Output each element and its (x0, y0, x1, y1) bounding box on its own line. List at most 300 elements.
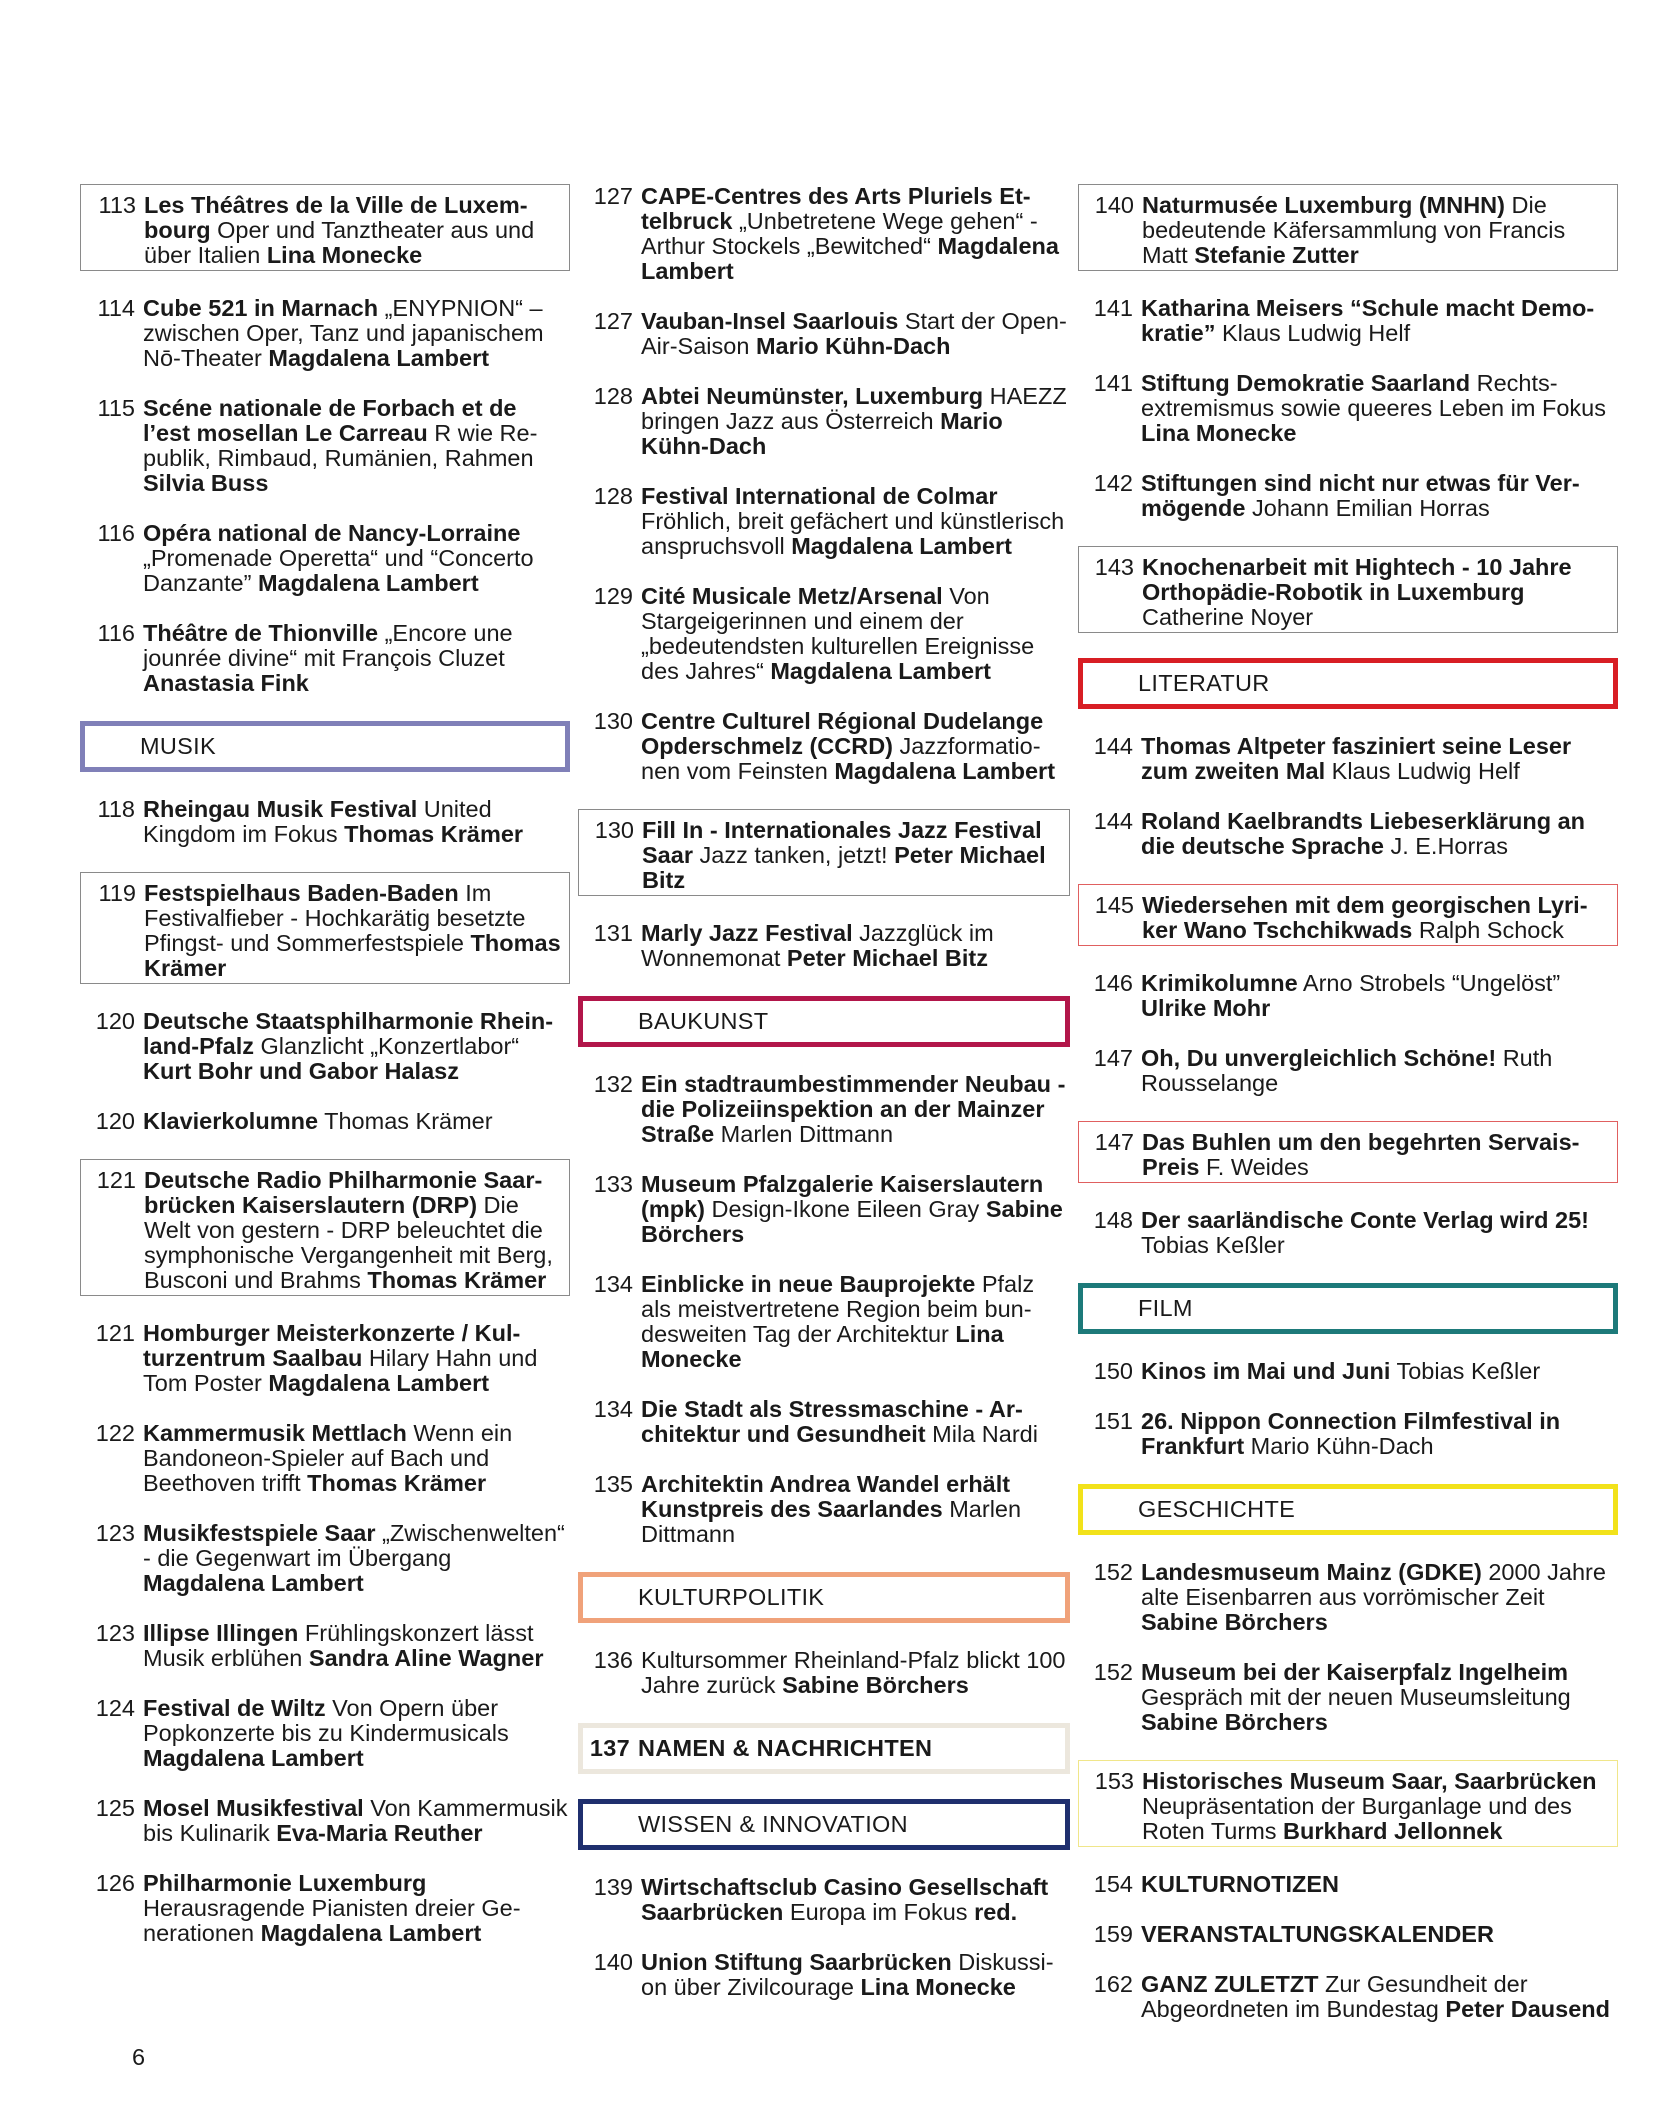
entry-text-regular: Ruth Rousselange (1141, 1045, 1553, 1096)
toc-entry[interactable] (80, 1871, 570, 1946)
toc-entry[interactable] (578, 1172, 1070, 1247)
entry-text-regular: „ENYPNION“ – zwischen Oper, Tanz und japanischem Nō-Theater (143, 295, 544, 371)
entry-title-bold: Stiftungen sind nicht nur etwas für Vermögende (1141, 470, 1580, 521)
entry-text (143, 296, 570, 371)
toc-entry[interactable] (80, 1009, 570, 1084)
entry-title-bold: Opéra national de Nancy-Lorraine (143, 520, 521, 546)
entry-text (641, 709, 1070, 784)
toc-entry[interactable] (1078, 1560, 1618, 1635)
toc-entry[interactable] (80, 184, 570, 271)
toc-entry[interactable] (1078, 1760, 1618, 1847)
entry-text (144, 193, 565, 268)
page-ref: 118 (97, 796, 135, 822)
entry-title-bold: Ulrike Mohr (1141, 995, 1271, 1021)
entry-text-regular: HAEZZ bringen Jazz aus Österreich (641, 383, 1067, 434)
entry-text-regular: Europa im Fokus (783, 1899, 975, 1925)
toc-entry[interactable] (578, 1397, 1070, 1447)
entry-title-bold: Théâtre de Thionville (143, 620, 379, 646)
entry-text (1141, 1660, 1618, 1735)
page-ref: 113 (98, 192, 136, 218)
entry-text (641, 1272, 1070, 1372)
entry-text (641, 921, 1070, 971)
entry-title-bold: Union Stiftung Saarbrücken (641, 1949, 952, 1975)
page-ref: 133 (593, 1171, 633, 1197)
toc-entry[interactable] (80, 1109, 570, 1134)
page-ref: 128 (593, 383, 633, 409)
toc-entry[interactable] (578, 584, 1070, 684)
entry-title-bold: Illipse Illingen (143, 1620, 299, 1646)
entry-title-bold: Deutsche Radio Philharmonie Saarbrücken Kaiserslautern (DRP) (144, 1167, 543, 1218)
page-ref: 162 (1093, 1971, 1133, 1997)
entry-text (1142, 555, 1613, 630)
entry-text-regular: Von Stargeigerinnen und einem der „bedeutendsten kulturellen Ereignisse des Jahres“ (641, 583, 1035, 684)
page-ref: 148 (1093, 1207, 1133, 1233)
page-ref: 151 (1093, 1408, 1133, 1434)
toc-entry[interactable] (578, 1875, 1070, 1925)
entry-title-bold: Historisches Museum Saar, Saarbrücken (1142, 1768, 1597, 1794)
entry-text (143, 1109, 570, 1134)
entry-text (143, 521, 570, 596)
page-ref: 150 (1093, 1358, 1133, 1384)
entry-title-bold: Philharmonie Luxemburg (143, 1870, 427, 1896)
entry-title-bold: Wiedersehen mit dem georgischen Lyriker Wano Tschchikwads (1142, 892, 1588, 943)
page-ref: 140 (593, 1949, 633, 1975)
entry-text (641, 309, 1070, 359)
entry-title-bold: CAPE-Centres des Arts Pluriels Ettelbruck (641, 183, 1031, 234)
entry-text (143, 1871, 570, 1946)
entry-title-bold: Katharina Meisers “Schule macht Demokratie” (1141, 295, 1595, 346)
toc-entry[interactable] (578, 1950, 1070, 2000)
entry-text-regular: Gespräch mit der neuen Museumsleitung (1141, 1684, 1571, 1710)
toc-column-right (1078, 184, 1618, 2047)
page-ref: 146 (1093, 970, 1133, 996)
section-heading-geschichte (1078, 1484, 1618, 1535)
toc-entry[interactable] (80, 296, 570, 371)
toc-entry[interactable] (578, 809, 1070, 896)
entry-text (1142, 1769, 1613, 1844)
entry-title-bold: Thomas Altpeter fasziniert seine Leser zum zweiten Mal (1141, 733, 1572, 784)
entry-title-bold: Krimikolumne (1141, 970, 1298, 996)
entry-text (1141, 1359, 1618, 1384)
entry-title-bold: Peter Michael Bitz (642, 842, 1046, 893)
entry-title-bold: Rheingau Musik Festival (143, 796, 418, 822)
page-ref: 143 (1094, 554, 1134, 580)
toc-entry[interactable] (1078, 971, 1618, 1021)
toc-entry[interactable] (80, 1421, 570, 1496)
toc-entry[interactable] (80, 1696, 570, 1771)
entry-text-regular: Frühlingskonzert lässt Musik erblühen (143, 1620, 534, 1671)
entry-text-regular: Thomas Krämer (318, 1108, 493, 1134)
entry-title-bold: Anastasia Fink (143, 670, 309, 696)
toc-entry[interactable] (1078, 1046, 1618, 1096)
page-ref: 141 (1093, 370, 1133, 396)
page-ref: 116 (97, 620, 135, 646)
entry-text (143, 797, 570, 847)
section-label: WISSEN & INNOVATION (638, 1811, 908, 1837)
entry-title-bold: Scéne nationale de Forbach et de l’est mosellan Le Carreau (143, 395, 517, 446)
entry-title-bold: Sabine Börchers (1141, 1709, 1328, 1735)
page-ref: 120 (95, 1008, 135, 1034)
toc-entry[interactable] (80, 1621, 570, 1671)
entry-title-bold: Festival de Wiltz (143, 1695, 326, 1721)
entry-title-bold: Lina Monecke (266, 242, 423, 268)
entry-text-regular: Design-Ikone Eileen Gray (704, 1196, 986, 1222)
page-ref: 159 (1093, 1921, 1133, 1947)
entry-text (1141, 1872, 1618, 1897)
entry-text (642, 818, 1065, 893)
entry-title-bold: Sabine Börchers (641, 1196, 1063, 1247)
entry-title-bold: Burkhard Jellonnek (1283, 1818, 1503, 1844)
section-label: KULTURPOLITIK (638, 1584, 825, 1610)
entry-text-regular: Marlen Dittmann (641, 1496, 1022, 1547)
toc-entry[interactable] (1078, 471, 1618, 521)
entry-title-bold: Peter Dausend (1445, 1996, 1610, 2022)
page-ref: 130 (593, 708, 633, 734)
entry-text (641, 1072, 1070, 1147)
page-ref: 121 (96, 1167, 136, 1193)
page-ref: 139 (593, 1874, 633, 1900)
entry-title-bold: Mosel Musikfestival (143, 1795, 364, 1821)
entry-text-regular: „Zwischenwelten“ - die Gegenwart im Übergang (143, 1520, 565, 1571)
entry-title-bold: Architektin Andrea Wandel erhält Kunstpreis des Saarlandes (641, 1471, 1011, 1522)
page-number: 6 (132, 2044, 146, 2070)
entry-title-bold: Centre Culturel Régional Dudelange Opderschmelz (CCRD) (641, 708, 1044, 759)
entry-text-regular: Diskussion über Zivilcourage (641, 1949, 1054, 2000)
entry-text (143, 1796, 570, 1846)
entry-title-bold: Lina Monecke (641, 1321, 1004, 1372)
section-label: GESCHICHTE (1138, 1496, 1296, 1522)
page-ref: 115 (97, 395, 135, 421)
entry-text (144, 1168, 565, 1293)
entry-text-regular: Arno Strobels “Ungelöst” (1297, 970, 1561, 996)
entry-title-bold: Lina Monecke (1141, 420, 1297, 446)
entry-text-regular: Marlen Dittmann (714, 1121, 894, 1147)
entry-text (641, 1875, 1070, 1925)
page-ref: 131 (593, 920, 633, 946)
page-ref: 122 (95, 1420, 135, 1446)
page-ref: 137 (589, 1735, 630, 1761)
page-ref: 140 (1094, 192, 1134, 218)
toc-entry[interactable] (1078, 1208, 1618, 1258)
entry-text-regular: Hilary Hahn und Tom Poster (143, 1345, 538, 1396)
page-ref: 121 (95, 1320, 135, 1346)
entry-title-bold: Deutsche Staatsphilharmonie Rheinland-Pfalz (143, 1008, 554, 1059)
entry-title-bold: Cité Musicale Metz/Arsenal (641, 583, 943, 609)
entry-title-bold: Vauban-Insel Saarlouis (641, 308, 899, 334)
toc-entry[interactable] (80, 621, 570, 696)
entry-text-regular: „Promenade Operetta“ und “Concerto Danzante” (143, 545, 534, 596)
toc-entry[interactable] (80, 797, 570, 847)
section-heading-film (1078, 1283, 1618, 1334)
entry-title-bold: Die Stadt als Stressmaschine - Architektur und Gesundheit (641, 1396, 1023, 1447)
entry-text-regular: „Unbetretene Wege gehen“ - Arthur Stockels „Bewitched“ (641, 208, 1038, 259)
entry-text (1141, 1972, 1618, 2022)
toc-entry[interactable] (1078, 1121, 1618, 1183)
entry-title-bold: 26. Nippon Connection Filmfestival in Frankfurt (1141, 1408, 1561, 1459)
page-ref: 130 (594, 817, 634, 843)
toc-entry[interactable] (80, 396, 570, 496)
entry-title-bold: Silvia Buss (143, 470, 269, 496)
entry-title-bold: Sandra Aline Wagner (308, 1645, 544, 1671)
section-label: LITERATUR (1138, 670, 1270, 696)
toc-entry[interactable] (578, 921, 1070, 971)
toc-entry[interactable] (578, 1272, 1070, 1372)
page-ref: 154 (1093, 1871, 1133, 1897)
entry-title-bold: Roland Kaelbrandts Liebeserklärung an die deutsche Sprache (1141, 808, 1585, 859)
entry-text-regular: Von Opern über Popkonzerte bis zu Kindermusicals (143, 1695, 509, 1746)
entry-title-bold: Musikfestspiele Saar (143, 1520, 376, 1546)
entry-title-bold: Magdalena Lambert (268, 345, 490, 371)
page-ref: 141 (1093, 295, 1133, 321)
entry-text-regular: Mario Kühn-Dach (1244, 1433, 1434, 1459)
entry-title-bold: Magdalena Lambert (770, 658, 992, 684)
entry-text-regular: Fröhlich, breit gefächert und künstlerisch anspruchsvoll (641, 508, 1065, 559)
entry-title-bold: Magdalena Lambert (268, 1370, 490, 1396)
toc-entry[interactable] (1078, 1359, 1618, 1384)
entry-title-bold: Sabine Börchers (782, 1672, 969, 1698)
toc-entry[interactable] (80, 872, 570, 984)
toc-entry[interactable] (578, 1072, 1070, 1147)
toc-entry[interactable] (1078, 1409, 1618, 1459)
page-ref: 123 (95, 1620, 135, 1646)
entry-text (143, 1321, 570, 1396)
entry-text-regular: Jazzglück im Wonnemonat (641, 920, 994, 971)
toc-column-left (80, 184, 570, 1971)
toc-entry[interactable] (578, 709, 1070, 784)
entry-title-bold: red. (974, 1899, 1018, 1925)
entry-text (1141, 1208, 1618, 1258)
entry-text (1142, 893, 1613, 943)
entry-text-regular: Catherine Noyer (1142, 604, 1314, 630)
entry-title-bold: KULTURNOTIZEN (1141, 1871, 1339, 1897)
entry-text-regular: Oper und Tanztheater aus und über Italien (144, 217, 535, 268)
toc-entry[interactable] (1078, 734, 1618, 784)
entry-title-bold: Sabine Börchers (1141, 1609, 1328, 1635)
entry-text-regular: Glanzlicht „Konzertlabor“ (253, 1033, 520, 1059)
page-ref: 145 (1094, 892, 1134, 918)
page-ref: 152 (1093, 1559, 1133, 1585)
toc-entry[interactable] (1078, 884, 1618, 946)
entry-text-regular: Jazzformationen vom Feinsten (641, 733, 1041, 784)
entry-text-regular: Klaus Ludwig Helf (1325, 758, 1520, 784)
page-ref: 144 (1093, 808, 1133, 834)
toc-entry[interactable] (80, 1521, 570, 1596)
entry-text-regular: R wie Republik, Rimbaud, Rumänien, Rahmen (143, 420, 538, 471)
toc-entry[interactable] (1078, 546, 1618, 633)
page-ref: 147 (1093, 1045, 1133, 1071)
entry-title-bold: Magdalena Lambert (791, 533, 1012, 559)
entry-title-bold: Naturmusée Luxemburg (MNHN) (1142, 192, 1505, 218)
entry-text (641, 384, 1070, 459)
section-label: MUSIK (140, 733, 216, 759)
entry-text (1142, 193, 1613, 268)
entry-text-regular: Jazz tanken, jetzt! (692, 842, 895, 868)
entry-text-regular: Wenn ein Bandoneon-Spieler auf Bach und Beethoven trifft (143, 1420, 513, 1496)
page-ref: 144 (1093, 733, 1133, 759)
section-label: BAUKUNST (638, 1008, 769, 1034)
entry-title-bold: Magdalena Lambert (834, 758, 1056, 784)
toc-entry[interactable] (1078, 371, 1618, 446)
entry-title-bold: Thomas Krämer (144, 930, 561, 981)
toc-entry[interactable] (1078, 1872, 1618, 1897)
section-heading-kulturpolitik (578, 1572, 1070, 1623)
entry-text-regular: Rechtsextremismus sowie queeres Leben im Fokus (1141, 370, 1606, 421)
toc-entry[interactable] (578, 1648, 1070, 1698)
entry-title-bold: Museum bei der Kaiserpfalz Ingelheim (1141, 1659, 1569, 1685)
toc-entry[interactable] (578, 384, 1070, 459)
page-ref: 132 (593, 1071, 633, 1097)
entry-title-bold: Landesmuseum Mainz (GDKE) (1141, 1559, 1482, 1585)
toc-column-middle (578, 184, 1070, 2025)
entry-text-regular: Im Festivalfieber - Hochkarätig besetzte Pfingst- und Sommerfestspiele (144, 880, 526, 956)
entry-text-regular: Tobias Keßler (1141, 1232, 1285, 1258)
entry-text (1141, 809, 1618, 859)
entry-text-regular: „Encore une jounrée divine“ mit François Cluzet (143, 620, 513, 671)
entry-text (1141, 734, 1618, 784)
page-ref: 123 (95, 1520, 135, 1546)
page-ref: 114 (97, 295, 135, 321)
toc-entry[interactable] (80, 1796, 570, 1846)
entry-title-bold: Mario Kühn-Dach (641, 408, 1003, 459)
entry-title-bold: Cube 521 in Marnach (143, 295, 379, 321)
entry-title-bold: Abtei Neumünster, Luxemburg (641, 383, 984, 409)
entry-text (641, 1472, 1070, 1547)
entry-text-regular: Klaus Ludwig Helf (1215, 320, 1411, 346)
page-ref: 134 (593, 1396, 633, 1422)
toc-entry[interactable] (578, 309, 1070, 359)
entry-text-regular: Start der Open-Air-Saison (641, 308, 1067, 359)
toc-entry[interactable] (1078, 296, 1618, 346)
entry-title-bold: Stefanie Zutter (1194, 242, 1359, 268)
entry-title-bold: Ein stadtraumbestimmender Neubau - die Polizeiinspektion an der Mainzer Straße (641, 1071, 1066, 1147)
entry-title-bold: Les Théâtres de la Ville de Luxembourg (144, 192, 528, 243)
entry-title-bold: Einblicke in neue Bauprojekte (641, 1271, 976, 1297)
entry-text (1141, 471, 1618, 521)
page-ref: 134 (593, 1271, 633, 1297)
page-ref: 142 (1093, 470, 1133, 496)
page-ref: 127 (593, 183, 633, 209)
section-heading-wissen-innovation (578, 1799, 1070, 1850)
entry-title-bold: Festspielhaus Baden-Baden (144, 880, 459, 906)
entry-title-bold: Magdalena Lambert (143, 1570, 364, 1596)
section-heading-baukunst (578, 996, 1070, 1047)
entry-text (1141, 1409, 1618, 1459)
entry-text-regular: Zur Gesundheit der Abgeordneten im Bundestag (1141, 1971, 1528, 2022)
page-ref: 127 (593, 308, 633, 334)
toc-entry[interactable] (1078, 1972, 1618, 2022)
entry-text-regular: Johann Emilian Horras (1245, 495, 1490, 521)
section-label: NAMEN & NACHRICHTEN (638, 1735, 933, 1761)
page-ref: 153 (1094, 1768, 1134, 1794)
entry-title-bold: VERANSTALTUNGSKALENDER (1141, 1921, 1494, 1947)
entry-title-bold: Das Buhlen um den begehrten Servais-Preis (1142, 1129, 1580, 1180)
section-heading-namen-nachrichten (578, 1723, 1070, 1774)
toc-entry[interactable] (80, 1159, 570, 1296)
entry-title-bold: Magdalena Lambert (641, 233, 1059, 284)
entry-title-bold: Oh, Du unvergleichlich Schöne! (1141, 1045, 1497, 1071)
entry-text (1141, 971, 1618, 1021)
entry-text-regular: Neupräsentation der Burganlage und des Roten Turms (1142, 1793, 1572, 1844)
entry-text (143, 1696, 570, 1771)
page-ref: 152 (1093, 1659, 1133, 1685)
entry-text (1141, 1046, 1618, 1096)
entry-text-regular: Ralph Schock (1412, 917, 1564, 943)
entry-text-regular: Kultursommer Rheinland-Pfalz blickt 100 Jahre zurück (641, 1647, 1066, 1698)
entry-text (143, 1009, 570, 1084)
entry-text (641, 484, 1070, 559)
entry-title-bold: GANZ ZULETZT (1141, 1971, 1319, 1997)
entry-title-bold: Kinos im Mai und Juni (1141, 1358, 1391, 1384)
entry-title-bold: Magdalena Lambert (260, 1920, 482, 1946)
entry-title-bold: Kurt Bohr und Gabor Halasz (143, 1058, 459, 1084)
entry-title-bold: Eva-Maria Reuther (276, 1820, 483, 1846)
entry-text (1141, 296, 1618, 346)
entry-text (1142, 1130, 1613, 1180)
entry-text (641, 1648, 1070, 1698)
toc-entry[interactable] (1078, 809, 1618, 859)
entry-text (1141, 1560, 1618, 1635)
page-ref: 119 (98, 880, 136, 906)
entry-text-regular: F. Weides (1199, 1154, 1309, 1180)
entry-text (143, 1521, 570, 1596)
entry-title-bold: Marly Jazz Festival (641, 920, 853, 946)
entry-text (143, 621, 570, 696)
page-ref: 129 (593, 583, 633, 609)
page-ref: 124 (95, 1695, 135, 1721)
entry-text-regular: Die Welt von gestern - DRP beleuchtet die symphonische Vergangenheit mit Berg, Busconi und Brahms (144, 1192, 553, 1293)
entry-title-bold: Thomas Krämer (344, 821, 524, 847)
toc-entry[interactable] (80, 1321, 570, 1396)
section-heading-musik (80, 721, 570, 772)
entry-text (641, 184, 1070, 284)
entry-title-bold: Museum Pfalzgalerie Kaiserslautern (mpk) (641, 1171, 1044, 1222)
toc-entry[interactable] (1078, 1660, 1618, 1735)
entry-text-regular: Pfalz als meistvertretene Region beim bundesweiten Tag der Architektur (641, 1271, 1035, 1347)
entry-text (641, 1172, 1070, 1247)
entry-text-regular: Die bedeutende Käfersammlung von Francis Matt (1142, 192, 1566, 268)
entry-title-bold: Wirtschaftsclub Casino Gesellschaft Saarbrücken (641, 1874, 1049, 1925)
toc-entry[interactable] (1078, 1922, 1618, 1947)
entry-title-bold: Magdalena Lambert (257, 570, 479, 596)
entry-text-regular: Herausragende Pianisten dreier Generationen (143, 1895, 521, 1946)
entry-title-bold: Knochenarbeit mit Hightech - 10 Jahre Orthopädie-Robotik in Luxemburg (1142, 554, 1572, 605)
toc-entry[interactable] (578, 184, 1070, 284)
page-ref: 128 (593, 483, 633, 509)
page-ref: 120 (95, 1108, 135, 1134)
entry-text-regular: United Kingdom im Fokus (143, 796, 492, 847)
toc-entry[interactable] (578, 1472, 1070, 1547)
entry-title-bold: Thomas Krämer (367, 1267, 547, 1293)
toc-entry[interactable] (80, 521, 570, 596)
entry-title-bold: Lina Monecke (860, 1974, 1016, 2000)
entry-title-bold: Festival International de Colmar (641, 483, 998, 509)
entry-title-bold: Mario Kühn-Dach (755, 333, 951, 359)
entry-title-bold: Peter Michael Bitz (786, 945, 989, 971)
entry-text (641, 584, 1070, 684)
page-ref: 147 (1094, 1129, 1134, 1155)
entry-text-regular: Von Kammermusik bis Kulinarik (143, 1795, 568, 1846)
entry-text (143, 396, 570, 496)
toc-entry[interactable] (1078, 184, 1618, 271)
entry-text-regular: Mila Nardi (925, 1421, 1038, 1447)
page-ref: 126 (95, 1870, 135, 1896)
entry-text (1141, 1922, 1618, 1947)
entry-title-bold: Klavierkolumne (143, 1108, 319, 1134)
entry-title-bold: Fill In - Internationales Jazz Festival Saar (642, 817, 1042, 868)
toc-entry[interactable] (578, 484, 1070, 559)
entry-text-regular: Tobias Keßler (1390, 1358, 1541, 1384)
page-ref: 135 (593, 1471, 633, 1497)
